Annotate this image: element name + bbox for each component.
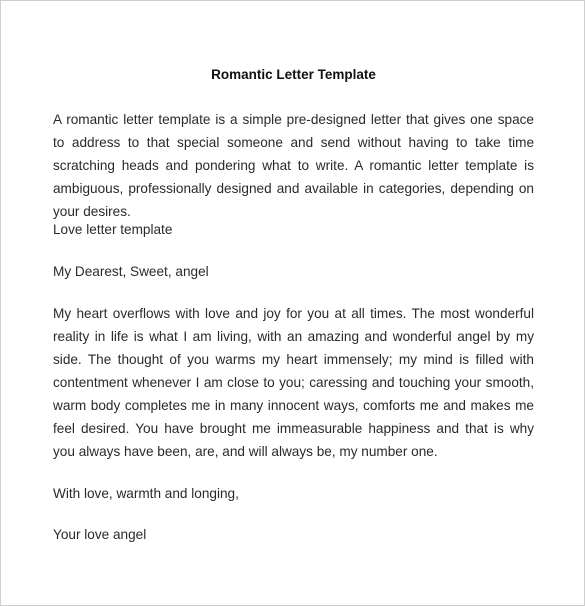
closing-line: With love, warmth and longing, xyxy=(53,486,239,501)
letter-body-paragraph: My heart overflows with love and joy for you at all times. The most wonderful reality in life is what I am living, with an amazing and wonderful angel by my side. The thought of you warms my heart immensely; my mind is filled with contentment whenever I am close to you; caressing and touching your smooth, warm body completes me in many innocent ways, comforts me and makes me feel desired. You have brought me immeasurable happiness and that is why you always have been, are, and will always be, my number one. xyxy=(53,306,534,459)
subheading: Love letter template xyxy=(53,222,173,237)
document-title: Romantic Letter Template xyxy=(211,67,376,82)
signature-line: Your love angel xyxy=(53,527,147,542)
salutation: My Dearest, Sweet, angel xyxy=(53,264,209,279)
intro-paragraph: A romantic letter template is a simple pre-designed letter that gives one space to address to that special someone and send without having to take time scratching heads and pondering what to write. A romantic letter template is ambiguous, professionally designed and available in categories, depending on your desires. xyxy=(53,112,534,219)
